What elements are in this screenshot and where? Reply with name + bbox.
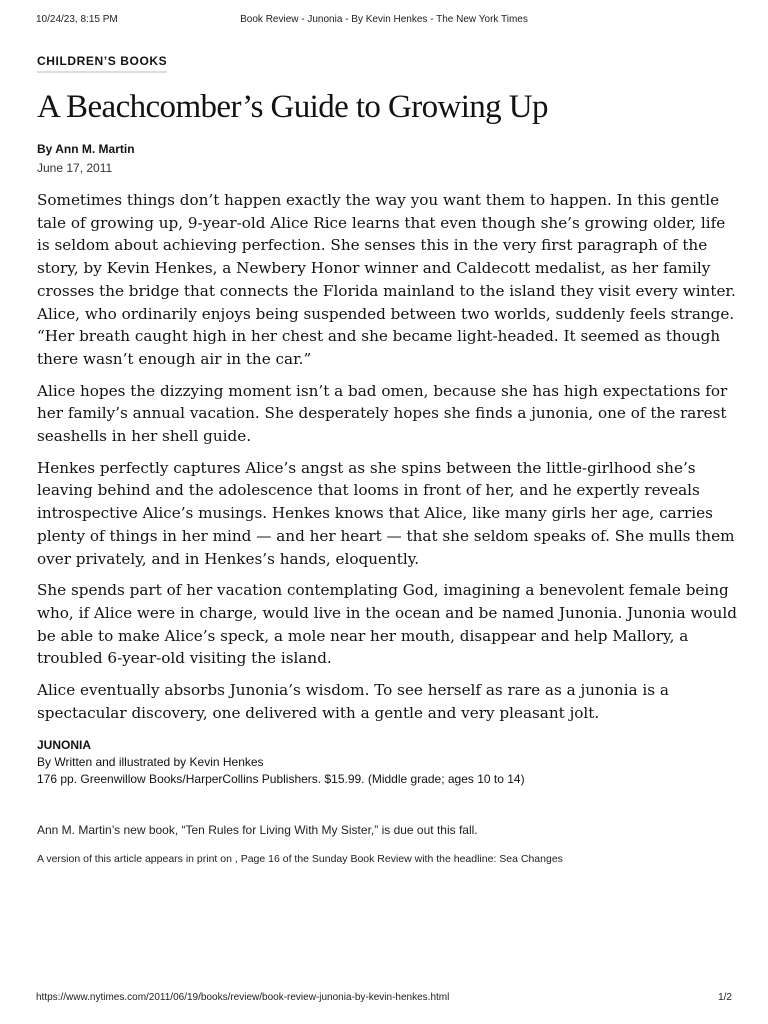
article-paragraph: Alice hopes the dizzying moment isn’t a bad omen, because she has high expectations for her family’s annual vacation. She desperately hopes she finds a junonia, one of the rarest seashells in her shell guide. (37, 381, 728, 446)
article-headline: A Beachcomber’s Guide to Growing Up (37, 89, 548, 125)
print-header (36, 14, 732, 30)
article (37, 52, 737, 865)
article-body (37, 189, 737, 724)
author-note: Ann M. Martin’s new book, “Ten Rules for Living With My Sister,” is due out this fall. (37, 823, 478, 838)
print-date: 10/24/23, 8:15 PM (36, 14, 118, 25)
section-kicker-link[interactable]: CHILDREN’S BOOKS (37, 54, 167, 73)
book-details: 176 pp. Greenwillow Books/HarperCollins Publishers. $15.99. (Middle grade; ages 10 to 14) (37, 772, 525, 787)
article-paragraph: She spends part of her vacation contemplating God, imagining a benevolent female being who, if Alice were in charge, would live in the ocean and be named Junonia. Junonia would be able to make Alice’s speck, a mole near her mouth, disappear and help Mallory, a troubled 6-year-old visiting the island. (37, 581, 737, 668)
article-paragraph: Henkes perfectly captures Alice’s angst as she spins between the little-girlhood she’s leaving behind and the adolescence that looms in front of her, and he expertly reveals introspective Alice’s musings. Henkes knows that Alice, like many girls her age, carries plenty of things in her mind — and her heart — that she seldom speaks of. She mulls them over privately, and in Henkes’s hands, eloquently. (37, 458, 735, 568)
print-url: https://www.nytimes.com/2011/06/19/books/review/book-review-junonia-by-kevin-henkes.html (36, 992, 450, 1003)
article-date: June 17, 2011 (37, 161, 113, 175)
print-edition-note: A version of this article appears in print on , Page 16 of the Sunday Book Review with the headline: Sea Changes (37, 853, 563, 866)
print-document-title: Book Review - Junonia - By Kevin Henkes - The New York Times (240, 14, 528, 25)
book-info (37, 737, 737, 788)
book-author-line: By Written and illustrated by Kevin Henkes (37, 755, 264, 770)
print-footer (36, 992, 732, 1006)
article-paragraph: Sometimes things don’t happen exactly the way you want them to happen. In this gentle tale of growing up, 9-year-old Alice Rice learns that even though she’s growing older, life is seldom about achieving perfection. She senses this in the very first paragraph of the story, by Kevin Henkes, a Newbery Honor winner and Caldecott medalist, as her family crosses the bridge that connects the Florida mainland to the island they visit every winter. Alice, who ordinarily enjoys being suspended between two worlds, suddenly feels strange. “Her breath caught high in her chest and she became light-headed. It seemed as though there wasn’t enough air in the car.” (37, 191, 736, 368)
article-paragraph: Alice eventually absorbs Junonia’s wisdom. To see herself as rare as a junonia is a spectacular discovery, one delivered with a gentle and very pleasant jolt. (37, 681, 669, 722)
article-byline: By Ann M. Martin (37, 142, 135, 156)
print-page-number: 1/2 (718, 992, 732, 1003)
book-title: JUNONIA (37, 738, 92, 753)
